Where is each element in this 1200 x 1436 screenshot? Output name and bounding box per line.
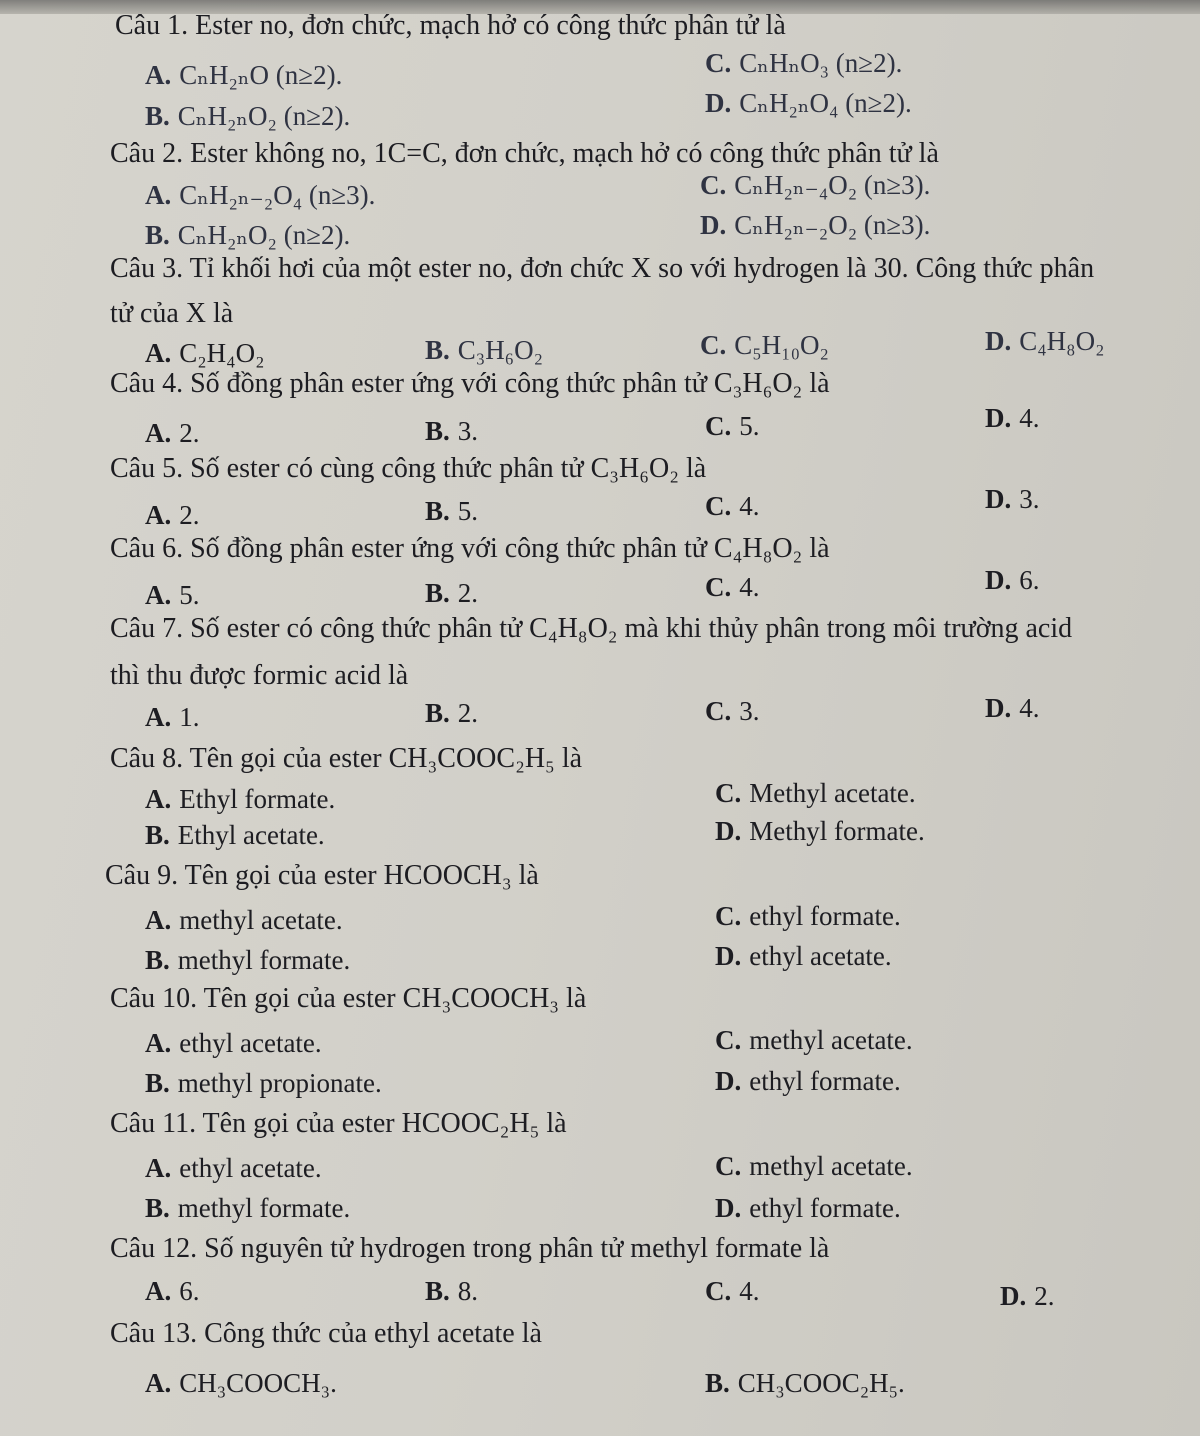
question-7-line-2: thì thu được formic acid là: [110, 660, 409, 691]
q12-option-b-text: 8.: [457, 1276, 479, 1306]
q8-option-c: C. Methyl acetate.: [715, 778, 916, 808]
q3-option-d-text: C₄H₈O₂: [1019, 326, 1105, 356]
q10-option-c: C. methyl acetate.: [715, 1025, 913, 1055]
q5-option-d-text: 3.: [1019, 484, 1040, 514]
q5-option-a: A. 2.: [145, 500, 200, 530]
q8-option-a: A. Ethyl formate.: [145, 784, 336, 814]
q6-option-d: D. 6.: [985, 565, 1040, 595]
q8-option-d-text: Methyl formate.: [749, 816, 925, 846]
q11-option-c-text: methyl acetate.: [749, 1151, 913, 1181]
q4-option-a-text: 2.: [179, 418, 200, 448]
q8-option-d: D. Methyl formate.: [715, 816, 925, 846]
q10-option-d-text: ethyl formate.: [749, 1066, 901, 1096]
question-3: Câu 3. Tỉ khối hơi của một ester no, đơn chức X so với hydrogen là 30. Công thức phân: [110, 253, 1095, 284]
q3-option-d: D. C₄H₈O₂: [985, 326, 1105, 356]
q13-option-a-text: CH₃COOCH₃.: [179, 1368, 337, 1398]
q7-option-d: D. 4.: [985, 693, 1040, 723]
q4-option-c-text: 5.: [739, 411, 760, 441]
q1-option-c-text: CₙHₙO₃ (n≥2).: [739, 48, 903, 78]
q12-option-a: A. 6.: [145, 1276, 200, 1306]
q9-option-d: D. ethyl acetate.: [715, 941, 892, 971]
q3-option-c-text: C₅H₁₀O₂: [734, 330, 829, 360]
question-1: Câu 1. Ester no, đơn chức, mạch hở có công thức phân tử là: [115, 10, 786, 41]
question-6: Câu 6. Số đồng phân ester ứng với công thức phân tử C₄H₈O₂ là: [110, 533, 830, 564]
q5-option-b-text: 5.: [457, 496, 479, 526]
q9-option-c: C. ethyl formate.: [715, 901, 901, 931]
q1-option-d-text: CₙH₂ₙO₄ (n≥2).: [739, 88, 912, 118]
q10-option-b-text: methyl propionate.: [177, 1068, 382, 1098]
q2-option-a: A. CₙH₂ₙ₋₂O₄ (n≥3).: [145, 180, 376, 210]
q7-option-c-text: 3.: [739, 696, 760, 726]
q12-option-c-text: 4.: [739, 1276, 760, 1306]
q1-option-b: B. CₙH₂ₙO₂ (n≥2).: [145, 101, 351, 131]
q5-option-c-text: 4.: [739, 491, 760, 521]
q7-option-a-text: 1.: [179, 702, 200, 732]
q6-option-c: C. 4.: [705, 572, 760, 602]
q9-option-d-text: ethyl acetate.: [749, 941, 892, 971]
q4-option-c: C. 5.: [705, 411, 760, 441]
q5-option-c: C. 4.: [705, 491, 760, 521]
q7-option-a: A. 1.: [145, 702, 200, 732]
q9-option-b-text: methyl formate.: [177, 945, 351, 975]
q2-option-b: B. CₙH₂ₙO₂ (n≥2).: [145, 220, 351, 250]
q1-option-b-text: CₙH₂ₙO₂ (n≥2).: [177, 101, 351, 131]
q11-option-d: D. ethyl formate.: [715, 1193, 901, 1223]
q10-option-a-text: ethyl acetate.: [179, 1028, 322, 1058]
q2-option-d-text: CₙH₂ₙ₋₂O₂ (n≥3).: [734, 210, 931, 240]
q1-option-a-text: CₙH₂ₙO (n≥2).: [179, 60, 343, 90]
q1-option-c: C. CₙHₙO₃ (n≥2).: [705, 48, 903, 78]
q6-option-d-text: 6.: [1019, 565, 1040, 595]
question-11: Câu 11. Tên gọi của ester HCOOC₂H₅ là: [110, 1108, 567, 1139]
q5-option-b: B. 5.: [425, 496, 479, 526]
q12-option-b: B. 8.: [425, 1276, 479, 1306]
q9-option-a-text: methyl acetate.: [179, 905, 343, 935]
q12-option-a-text: 6.: [179, 1276, 200, 1306]
q12-option-c: C. 4.: [705, 1276, 760, 1306]
question-12: Câu 12. Số nguyên tử hydrogen trong phân tử methyl formate là: [110, 1233, 830, 1264]
q10-option-c-text: methyl acetate.: [749, 1025, 913, 1055]
q6-option-b: B. 2.: [425, 578, 479, 608]
q4-option-b: B. 3.: [425, 416, 479, 446]
q9-option-a: A. methyl acetate.: [145, 905, 343, 935]
q2-option-a-text: CₙH₂ₙ₋₂O₄ (n≥3).: [179, 180, 376, 210]
question-13: Câu 13. Công thức của ethyl acetate là: [110, 1318, 542, 1349]
q7-option-b-text: 2.: [457, 698, 479, 728]
q6-option-a-text: 5.: [179, 580, 200, 610]
q6-option-a: A. 5.: [145, 580, 200, 610]
q6-option-b-text: 2.: [457, 578, 479, 608]
q1-option-a: A. CₙH₂ₙO (n≥2).: [145, 60, 343, 90]
q3-option-b: B. C₃H₆O₂: [425, 335, 544, 365]
question-8: Câu 8. Tên gọi của ester CH₃COOC₂H₅ là: [110, 743, 583, 774]
question-10: Câu 10. Tên gọi của ester CH₃COOCH₃ là: [110, 983, 587, 1014]
q3-option-b-text: C₃H₆O₂: [457, 335, 544, 365]
q13-option-a: A. CH₃COOCH₃.: [145, 1368, 337, 1398]
q11-option-a-text: ethyl acetate.: [179, 1153, 322, 1183]
q13-option-b-text: CH₃COOC₂H₅.: [737, 1368, 905, 1398]
q8-option-b: B. Ethyl acetate.: [145, 820, 325, 850]
q1-option-d: D. CₙH₂ₙO₄ (n≥2).: [705, 88, 912, 118]
q8-option-c-text: Methyl acetate.: [749, 778, 916, 808]
q3-option-c: C. C₅H₁₀O₂: [700, 330, 829, 360]
q8-option-a-text: Ethyl formate.: [179, 784, 336, 814]
q4-option-a: A. 2.: [145, 418, 200, 448]
q8-option-b-text: Ethyl acetate.: [177, 820, 325, 850]
q13-option-b: B. CH₃COOC₂H₅.: [705, 1368, 905, 1398]
q4-option-d: D. 4.: [985, 403, 1040, 433]
q2-option-d: D. CₙH₂ₙ₋₂O₂ (n≥3).: [700, 210, 931, 240]
q7-option-d-text: 4.: [1019, 693, 1040, 723]
q10-option-d: D. ethyl formate.: [715, 1066, 901, 1096]
q3-option-a-text: C₂H₄O₂: [179, 338, 265, 368]
q9-option-c-text: ethyl formate.: [749, 901, 901, 931]
q2-option-b-text: CₙH₂ₙO₂ (n≥2).: [177, 220, 351, 250]
q10-option-b: B. methyl propionate.: [145, 1068, 382, 1098]
question-7: Câu 7. Số ester có công thức phân tử C₄H₈O₂ mà khi thủy phân trong môi trường acid: [110, 613, 1073, 644]
q11-option-d-text: ethyl formate.: [749, 1193, 901, 1223]
q11-option-a: A. ethyl acetate.: [145, 1153, 322, 1183]
q10-option-a: A. ethyl acetate.: [145, 1028, 322, 1058]
q12-option-d: D. 2.: [1000, 1281, 1055, 1311]
q5-option-a-text: 2.: [179, 500, 200, 530]
q4-option-b-text: 3.: [457, 416, 479, 446]
q7-option-c: C. 3.: [705, 696, 760, 726]
question-4: Câu 4. Số đồng phân ester ứng với công thức phân tử C₃H₆O₂ là: [110, 368, 830, 399]
q12-option-d-text: 2.: [1034, 1281, 1055, 1311]
q9-option-b: B. methyl formate.: [145, 945, 351, 975]
question-2: Câu 2. Ester không no, 1C=C, đơn chức, mạch hở có công thức phân tử là: [110, 138, 939, 169]
q11-option-c: C. methyl acetate.: [715, 1151, 913, 1181]
question-3-line-2: tử của X là: [110, 298, 234, 329]
q2-option-c-text: CₙH₂ₙ₋₄O₂ (n≥3).: [734, 170, 931, 200]
q6-option-c-text: 4.: [739, 572, 760, 602]
q4-option-d-text: 4.: [1019, 403, 1040, 433]
q11-option-b-text: methyl formate.: [177, 1193, 351, 1223]
question-9: Câu 9. Tên gọi của ester HCOOCH₃ là: [105, 860, 539, 891]
q3-option-a: A. C₂H₄O₂: [145, 338, 265, 368]
q2-option-c: C. CₙH₂ₙ₋₄O₂ (n≥3).: [700, 170, 931, 200]
q11-option-b: B. methyl formate.: [145, 1193, 351, 1223]
question-5: Câu 5. Số ester có cùng công thức phân tử C₃H₆O₂ là: [110, 453, 707, 484]
q5-option-d: D. 3.: [985, 484, 1040, 514]
q7-option-b: B. 2.: [425, 698, 479, 728]
